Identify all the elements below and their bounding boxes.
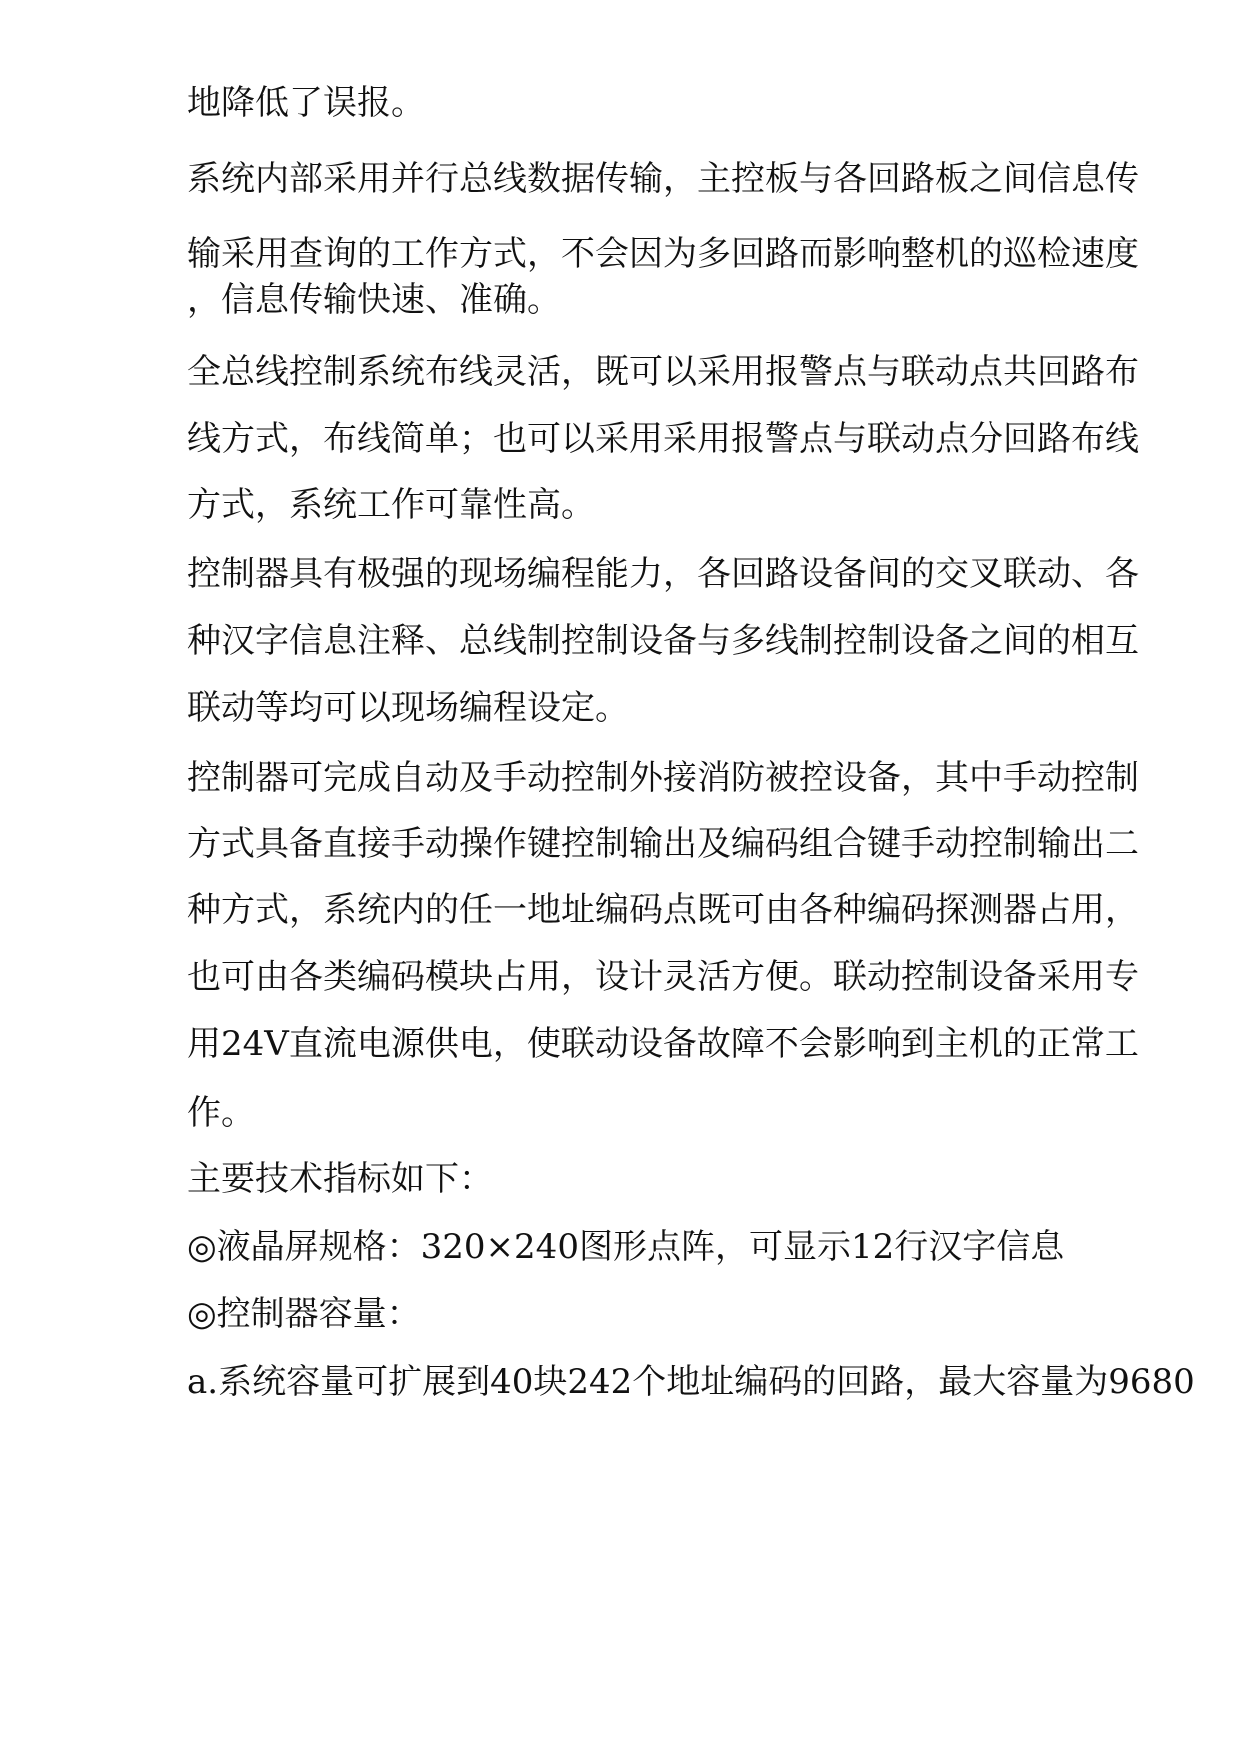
text-line: 联动等均可以现场编程设定。 <box>187 688 629 728</box>
text-line: 输采用查询的工作方式，不会因为多回路而影响整机的巡检速度 <box>187 234 1139 274</box>
text-line: 方式具备直接手动操作键控制输出及编码组合键手动控制输出二 <box>187 824 1139 864</box>
text-line: 种方式，系统内的任一地址编码点既可由各种编码探测器占用， <box>187 890 1139 930</box>
text-line: 作。 <box>187 1093 255 1133</box>
text-line: 用24V直流电源供电，使联动设备故障不会影响到主机的正常工 <box>187 1024 1139 1064</box>
text-line: ◎液晶屏规格：320×240图形点阵，可显示12行汉字信息 <box>187 1227 1065 1267</box>
text-line: 控制器具有极强的现场编程能力，各回路设备间的交叉联动、各 <box>187 554 1139 594</box>
text-line: 方式，系统工作可靠性高。 <box>187 485 595 525</box>
text-line: a.系统容量可扩展到40块242个地址编码的回路，最大容量为9680 <box>187 1362 1195 1402</box>
text-line: 线方式，布线简单；也可以采用采用报警点与联动点分回路布线 <box>187 419 1139 459</box>
text-line: 也可由各类编码模块占用，设计灵活方便。联动控制设备采用专 <box>187 957 1139 997</box>
text-line: 种汉字信息注释、总线制控制设备与多线制控制设备之间的相互 <box>187 621 1139 661</box>
text-line: 主要技术指标如下： <box>187 1159 493 1199</box>
text-line: 控制器可完成自动及手动控制外接消防被控设备，其中手动控制 <box>187 758 1139 798</box>
text-line: 系统内部采用并行总线数据传输，主控板与各回路板之间信息传 <box>187 159 1139 199</box>
text-line: ◎控制器容量： <box>187 1294 421 1334</box>
text-line: ，信息传输快速、准确。 <box>187 280 561 320</box>
text-line: 地降低了误报。 <box>187 83 425 123</box>
text-line: 全总线控制系统布线灵活，既可以采用报警点与联动点共回路布 <box>187 352 1139 392</box>
